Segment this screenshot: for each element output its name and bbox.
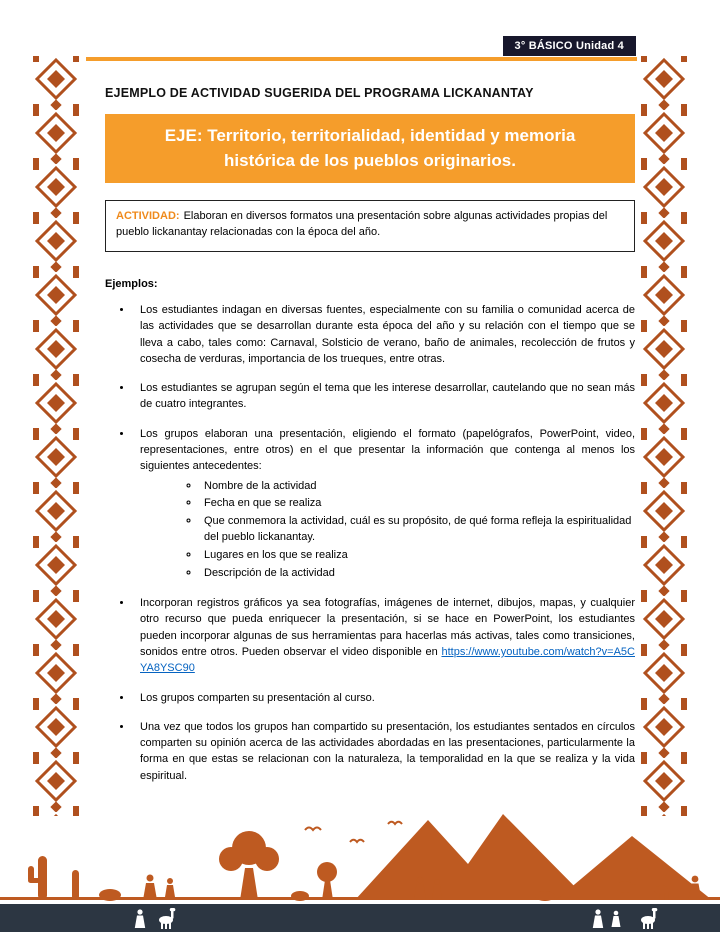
list-item-text: Los estudiantes se agrupan según el tema que les interese desarrollar, cautelando que no sean más de cuatro integrantes. — [140, 382, 635, 411]
andean-border-right — [641, 56, 687, 816]
page-title: EJEMPLO DE ACTIVIDAD SUGERIDA DEL PROGRAMA LICKANANTAY — [105, 86, 534, 100]
andean-border-left — [33, 56, 79, 816]
landscape-illustration — [0, 808, 720, 904]
sublist-item: ◦ Fecha en que se realiza — [200, 496, 635, 512]
sublist-item: ◦ Nombre de la actividad — [200, 479, 635, 495]
list-item-text: Los grupos elaboran una presentación, eligiendo el formato (papelógrafos, PowerPoint, video, representaciones, entre otros) en el que presentar la información que contenga al menos los siguientes antecedentes: — [140, 427, 635, 473]
list-item-text: Los estudiantes indagan en diversas fuentes, especialmente con su familia o comunidad acerca de las actividades que se desarrollan durante esta época del año y su relación con el tiempo que se lleva a cabo, tales como: Carnaval, Solsticio de verano, baño de animales, recolección de frutos y cosecha de verduras, importancia de los trueques, entre otras. — [140, 304, 635, 365]
examples-list — [105, 302, 635, 784]
sublist-item: ◦ Lugares en los que se realiza — [200, 548, 635, 564]
list-item — [133, 719, 635, 784]
list-item — [133, 302, 635, 367]
activity-label: ACTIVIDAD: — [116, 210, 180, 223]
list-item-text: Incorporan registros gráficos ya sea fotografías, imágenes de internet, dibujos, mapas, y cualquier otro recurso que pueda enriquecer la presentación, si se hace en PowerPoint, los estudiantes pueden incorporar algunas de sus herramientas para hacerlas más activas, tales como transiciones, sonidos entre otros. Pueden observar el video disponible en — [140, 597, 635, 658]
grade-badge: 3° BÁSICO Unidad 4 — [503, 36, 636, 56]
youtube-link[interactable]: https://www.youtube.com/watch?v=A5CYA8YSC90 — [140, 645, 635, 675]
antecedentes-sublist — [140, 479, 635, 583]
activity-box — [105, 200, 635, 252]
footer-bar — [0, 904, 720, 932]
header-orange-rule — [86, 57, 637, 61]
list-item — [133, 595, 635, 676]
list-item-text: Los grupos comparten su presentación al curso. — [140, 691, 375, 704]
activity-text: Elaboran en diversos formatos una presentación sobre algunas actividades propias del pueblo lickanantay relacionadas con la época del año. — [116, 210, 608, 239]
examples-heading: Ejemplos: — [105, 278, 158, 291]
list-item — [133, 426, 635, 582]
main-content — [105, 86, 635, 797]
sublist-item: ◦ Descripción de la actividad — [200, 566, 635, 582]
eje-banner: EJE: Territorio, territorialidad, identidad y memoria histórica de los pueblos originarios. — [105, 114, 635, 183]
list-item — [133, 380, 635, 413]
list-item-text: Una vez que todos los grupos han compartido su presentación, los estudiantes sentados en círculos comparten su opinión acerca de las actividades abordadas en las presentaciones, particularmente la forma en que estas se relacionan con la naturaleza, la temporalidad en la que se realiza y la vida espiritual. — [140, 720, 635, 782]
sublist-item: ◦ Que conmemora la actividad, cuál es su propósito, de qué forma refleja la espiritualidad del pueblo lickanantay. — [200, 514, 635, 546]
list-item — [133, 690, 635, 706]
